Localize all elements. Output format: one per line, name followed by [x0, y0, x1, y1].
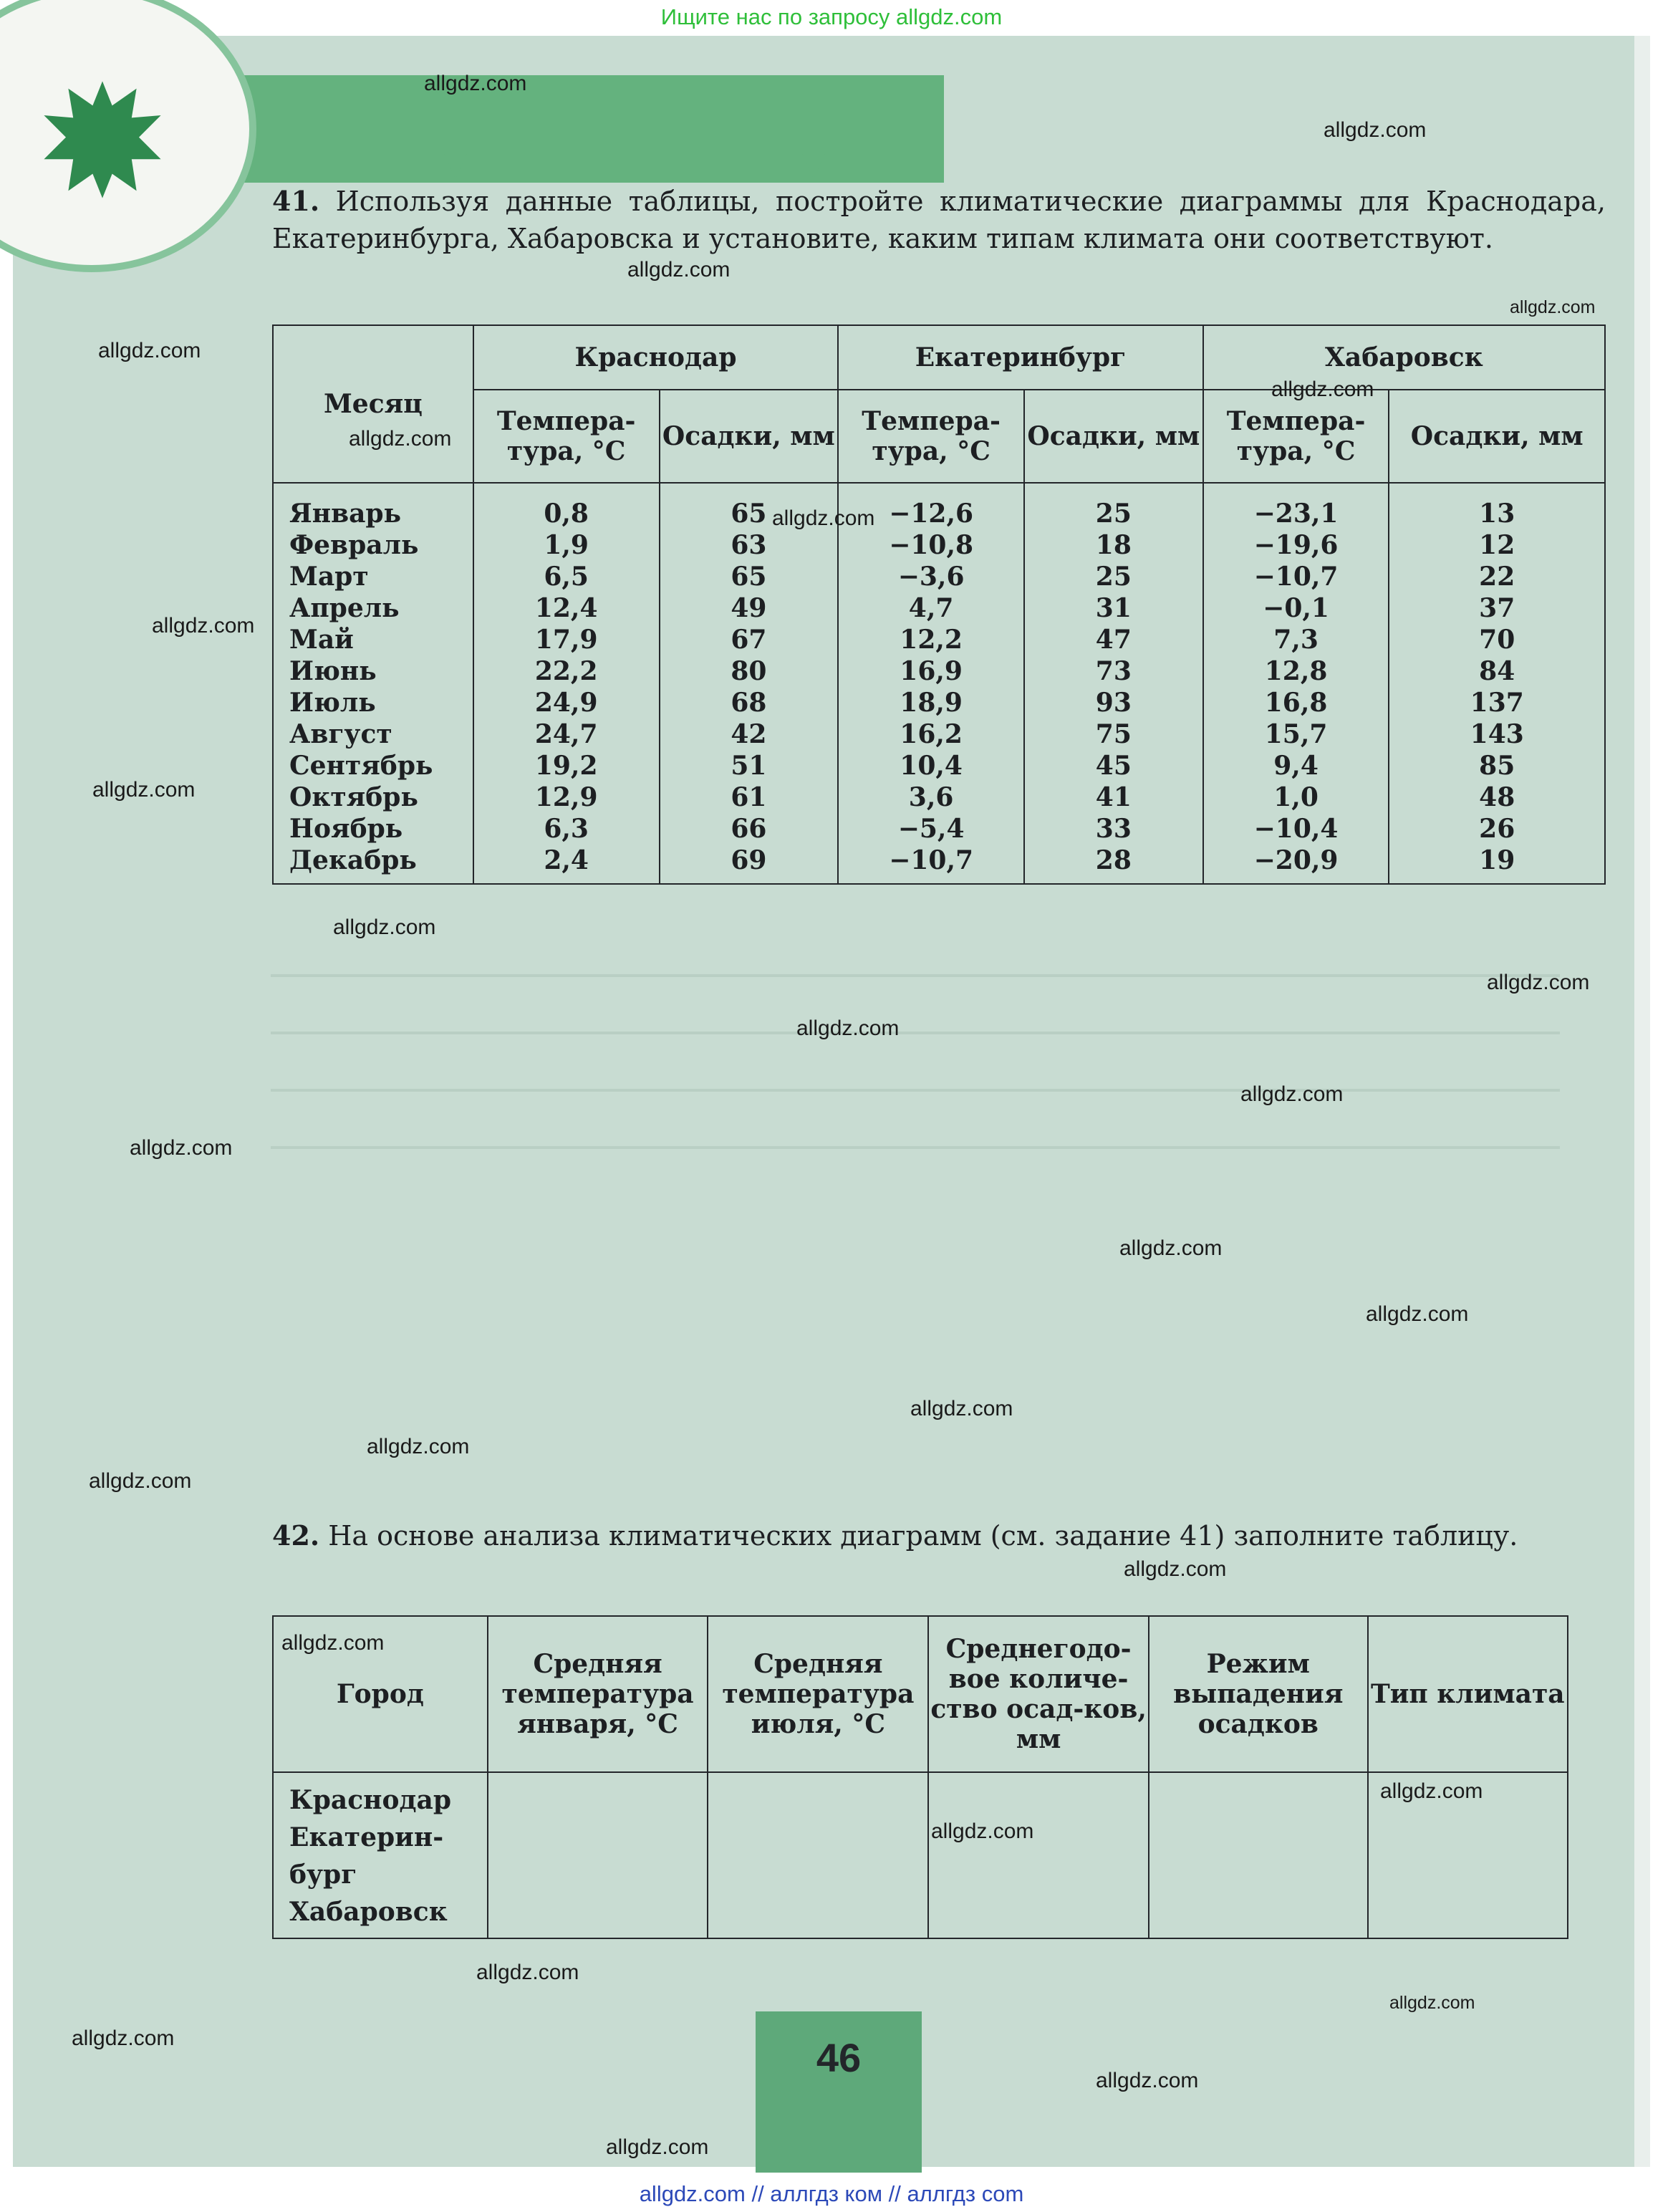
value: 22,2 [534, 656, 598, 686]
task-42-body: На основе анализа климатических диаграмм (см. задание 41) заполните таблицу. [328, 1520, 1518, 1552]
value: 137 [1470, 688, 1524, 718]
cities-column [273, 1772, 488, 1938]
value: 12 [1479, 530, 1515, 560]
temp-header: Темпера-тура, °С [838, 390, 1024, 483]
value: 48 [1479, 782, 1515, 812]
header-climate-type: Тип климата [1368, 1616, 1568, 1772]
value: −10,7 [1253, 562, 1339, 592]
value: 93 [1095, 688, 1132, 718]
month-label: Ноябрь [289, 814, 403, 844]
watermark: allgdz.com [772, 506, 875, 530]
task-42-number: 42. [272, 1519, 320, 1552]
task-41-body: Используя данные таблицы, постройте климатические диаграммы для Краснодара, Екатеринбурга, Хабаровска и установите, каким типам климата они соответствуют. [272, 186, 1606, 254]
value: −12,6 [889, 499, 974, 529]
value: 61 [731, 782, 767, 812]
value: 45 [1095, 751, 1132, 781]
task-41-text [272, 183, 1606, 257]
watermark: allgdz.com [796, 1016, 900, 1040]
watermark: allgdz.com [367, 1435, 470, 1458]
watermark: allgdz.com [931, 1819, 1034, 1843]
value: 28 [1095, 845, 1132, 875]
watermark: allgdz.com [1124, 1557, 1227, 1581]
header-city: Город [273, 1616, 488, 1772]
value: −10,7 [889, 845, 974, 875]
header-precip-regime: Режим выпадения осадков [1149, 1616, 1368, 1772]
month-label: Июнь [289, 656, 377, 686]
value: 63 [731, 530, 767, 560]
value: −23,1 [1253, 499, 1339, 529]
value: 19 [1479, 845, 1515, 875]
band-tooth [514, 150, 540, 179]
value: 84 [1479, 656, 1515, 686]
krasnodar-precip-column [660, 483, 839, 884]
temp-header: Темпера-тура, °С [1203, 390, 1389, 483]
watermark: allgdz.com [1324, 118, 1427, 142]
value: 75 [1095, 719, 1132, 749]
value: 12,2 [900, 625, 963, 655]
value: 26 [1479, 814, 1515, 844]
watermark: allgdz.com [1240, 1082, 1344, 1106]
watermark: allgdz.com [349, 427, 452, 451]
value: 6,3 [544, 814, 589, 844]
value: 69 [731, 845, 767, 875]
city-header-krasnodar: Краснодар [473, 325, 838, 390]
value: 31 [1095, 593, 1132, 623]
value: 73 [1095, 656, 1132, 686]
watermark: allgdz.com [1487, 971, 1590, 994]
bleed-through-line [271, 974, 1560, 977]
header-jan-temp: Средняя температура января, °С [488, 1616, 708, 1772]
value: 19,2 [534, 751, 598, 781]
band-tooth [872, 150, 898, 179]
khabarovsk-precip-column [1389, 483, 1605, 884]
watermark: allgdz.com [89, 1469, 192, 1493]
watermark: allgdz.com [476, 1961, 579, 1984]
value: 16,8 [1264, 688, 1328, 718]
value: 51 [731, 751, 767, 781]
value: 33 [1095, 814, 1132, 844]
watermark: allgdz.com [130, 1136, 233, 1160]
value: 70 [1479, 625, 1515, 655]
month-column [273, 483, 473, 884]
month-header: Месяц [273, 325, 473, 483]
value: 65 [731, 499, 767, 529]
month-label: Июль [289, 688, 376, 718]
value: −19,6 [1253, 530, 1339, 560]
bleed-through-line [271, 1146, 1560, 1149]
band-tooth [443, 150, 468, 179]
khabarovsk-temp-column [1203, 483, 1389, 884]
value: 9,4 [1273, 751, 1319, 781]
watermark: allgdz.com [1119, 1236, 1223, 1260]
band-tooth [801, 150, 826, 179]
band-tooth [586, 150, 612, 179]
precip-header: Осадки, мм [1024, 390, 1203, 483]
month-label: Январь [289, 499, 402, 529]
watermark: allgdz.com [72, 2026, 175, 2050]
value: 4,7 [908, 593, 954, 623]
value: 12,4 [534, 593, 598, 623]
watermark: allgdz.com [1510, 297, 1596, 317]
watermark: allgdz.com [424, 72, 527, 95]
month-label: Сентябрь [289, 751, 433, 781]
value: −10,8 [889, 530, 974, 560]
analysis-table [272, 1615, 1568, 1939]
value: 68 [731, 688, 767, 718]
bleed-through-line [271, 1032, 1560, 1034]
value: 143 [1470, 719, 1524, 749]
task-41-number: 41. [272, 185, 320, 217]
watermark: allgdz.com [1380, 1779, 1483, 1803]
watermark: allgdz.com [333, 915, 436, 939]
band-tooth [371, 150, 397, 179]
precip-header: Осадки, мм [660, 390, 839, 483]
watermark: allgdz.com [606, 2135, 709, 2159]
city-header-khabarovsk: Хабаровск [1203, 325, 1605, 390]
band-tooth [657, 150, 683, 179]
value: 41 [1095, 782, 1132, 812]
month-label: Май [289, 625, 354, 655]
value: 6,5 [544, 562, 589, 592]
value: 80 [731, 656, 767, 686]
value: 18,9 [900, 688, 963, 718]
page-edge [1634, 36, 1650, 2167]
value: 42 [731, 719, 767, 749]
value: 37 [1479, 593, 1515, 623]
value: 17,9 [534, 625, 598, 655]
value: −0,1 [1263, 593, 1329, 623]
blank-cell[interactable] [708, 1772, 928, 1938]
value: 47 [1095, 625, 1132, 655]
value: 12,8 [1264, 656, 1328, 686]
value: 3,6 [908, 782, 954, 812]
value: 7,3 [1273, 625, 1319, 655]
month-label: Март [289, 562, 369, 592]
blank-cell[interactable] [488, 1772, 708, 1938]
value: 66 [731, 814, 767, 844]
watermark: allgdz.com [98, 339, 201, 362]
city-name: Екатерин-бург [289, 1822, 444, 1890]
watermark: allgdz.com [1271, 378, 1374, 401]
city-name: Краснодар [289, 1785, 452, 1815]
value: 25 [1095, 499, 1132, 529]
value: 15,7 [1264, 719, 1328, 749]
value: 67 [731, 625, 767, 655]
header-jul-temp: Средняя температура июля, °С [708, 1616, 928, 1772]
value: 65 [731, 562, 767, 592]
month-label: Февраль [289, 530, 419, 560]
top-banner[interactable]: Ищите нас по запросу allgdz.com [0, 0, 1663, 36]
value: 10,4 [900, 751, 963, 781]
temp-header: Темпера-тура, °С [473, 390, 660, 483]
bleed-through-line [271, 1089, 1560, 1092]
month-label: Апрель [289, 593, 400, 623]
value: 25 [1095, 562, 1132, 592]
precip-header: Осадки, мм [1389, 390, 1605, 483]
city-header-ekaterinburg: Екатеринбург [838, 325, 1202, 390]
watermark: allgdz.com [1096, 2069, 1199, 2092]
value: 2,4 [544, 845, 589, 875]
value: 0,8 [544, 499, 589, 529]
value: −20,9 [1253, 845, 1339, 875]
value: 16,9 [900, 656, 963, 686]
star-badge-icon [42, 79, 163, 201]
month-label: Октябрь [289, 782, 418, 812]
value: 1,9 [544, 530, 589, 560]
value: 18 [1095, 530, 1132, 560]
value: 13 [1479, 499, 1515, 529]
month-label: Август [289, 719, 392, 749]
bottom-banner[interactable]: allgdz.com // аллгдз ком // аллгдз com [0, 2176, 1663, 2212]
month-label: Декабрь [289, 845, 417, 875]
watermark: allgdz.com [910, 1397, 1013, 1420]
value: 22 [1479, 562, 1515, 592]
value: −5,4 [897, 814, 965, 844]
band-tooth [299, 150, 325, 179]
value: 1,0 [1273, 782, 1319, 812]
city-name: Хабаровск [289, 1897, 448, 1927]
watermark: allgdz.com [1366, 1302, 1469, 1326]
value: 24,9 [534, 688, 598, 718]
blank-cell[interactable] [1149, 1772, 1368, 1938]
climate-table [272, 324, 1606, 885]
krasnodar-temp-column [473, 483, 660, 884]
watermark: allgdz.com [281, 1631, 385, 1655]
task-42-text [272, 1517, 1568, 1554]
value: 24,7 [534, 719, 598, 749]
watermark: allgdz.com [152, 614, 255, 638]
value: 16,2 [900, 719, 963, 749]
watermark: allgdz.com [1389, 1993, 1475, 2013]
value: −3,6 [897, 562, 965, 592]
header-annual-precip: Среднегодо-вое количе-ство осад-ков, мм [928, 1616, 1149, 1772]
watermark: allgdz.com [627, 258, 731, 282]
value: 12,9 [534, 782, 598, 812]
value: 85 [1479, 751, 1515, 781]
value: 49 [731, 593, 767, 623]
value: −10,4 [1253, 814, 1339, 844]
blank-cell[interactable] [928, 1772, 1149, 1938]
ekaterinburg-precip-column [1024, 483, 1203, 884]
page-number: 46 [816, 2035, 862, 2080]
band-tooth [729, 150, 755, 179]
ekaterinburg-temp-column [838, 483, 1024, 884]
watermark: allgdz.com [92, 778, 196, 802]
